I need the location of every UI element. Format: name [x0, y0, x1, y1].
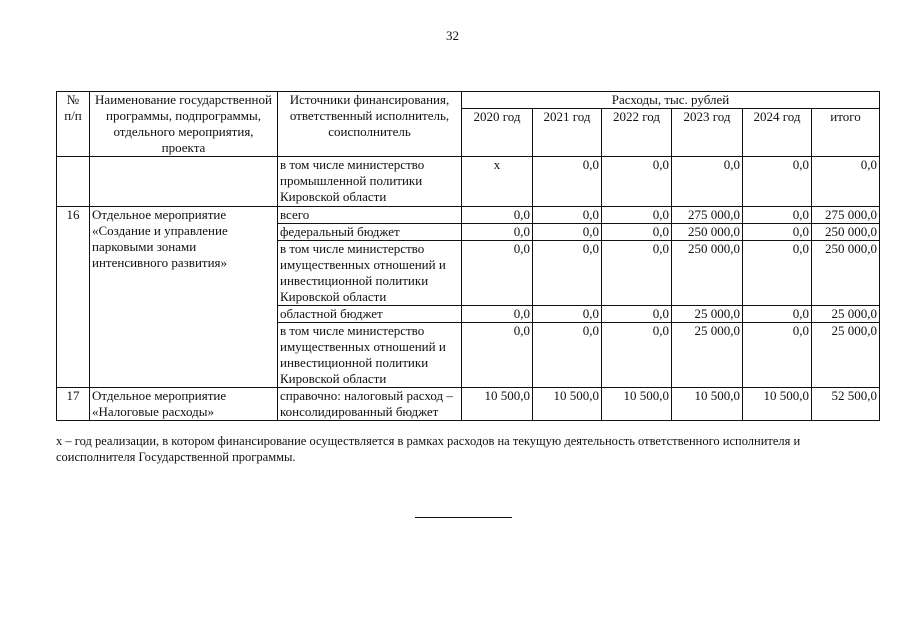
header-year-2024: 2024 год	[743, 109, 812, 157]
value-2020: 0,0	[462, 207, 533, 224]
value-2021: 0,0	[533, 207, 602, 224]
value-2024: 10 500,0	[743, 388, 812, 421]
table-row	[57, 157, 880, 207]
value-2024: 0,0	[743, 207, 812, 224]
value-2022: 0,0	[602, 224, 672, 241]
value-2023: 275 000,0	[672, 207, 743, 224]
value-total: 25 000,0	[812, 323, 880, 388]
value-2023: 10 500,0	[672, 388, 743, 421]
header-number: № п/п	[57, 92, 90, 157]
header-total: итого	[812, 109, 880, 157]
value-total: 0,0	[812, 157, 880, 207]
header-year-2023: 2023 год	[672, 109, 743, 157]
value-2022: 0,0	[602, 323, 672, 388]
header-sources: Источники финансирования, ответственный исполнитель, соисполнитель	[278, 92, 462, 157]
value-2024: 0,0	[743, 224, 812, 241]
value-2022: 0,0	[602, 207, 672, 224]
value-2024: 0,0	[743, 306, 812, 323]
value-2021: 0,0	[533, 306, 602, 323]
row-number	[57, 157, 90, 207]
value-2020: 0,0	[462, 306, 533, 323]
value-total: 275 000,0	[812, 207, 880, 224]
value-2021: 0,0	[533, 241, 602, 306]
value-2020: 0,0	[462, 323, 533, 388]
value-2021: 10 500,0	[533, 388, 602, 421]
header-row-top	[57, 92, 880, 109]
value-2024: 0,0	[743, 157, 812, 207]
footnote: х – год реализации, в котором финансирование осуществляется в рамках расходов на текущую деятельность ответственного исполнителя и соисполнителя Государственной программы.	[56, 434, 801, 464]
value-total: 25 000,0	[812, 306, 880, 323]
value-2020: 0,0	[462, 224, 533, 241]
row-name: Отдельное мероприятие «Создание и управление парковыми зонами интенсивного развития»	[90, 207, 278, 388]
header-year-2022: 2022 год	[602, 109, 672, 157]
value-total: 250 000,0	[812, 241, 880, 306]
value-2020: 0,0	[462, 241, 533, 306]
value-total: 250 000,0	[812, 224, 880, 241]
row-source: областной бюджет	[278, 306, 462, 323]
value-2021: 0,0	[533, 323, 602, 388]
value-2023: 25 000,0	[672, 306, 743, 323]
value-2022: 0,0	[602, 157, 672, 207]
value-2023: 250 000,0	[672, 241, 743, 306]
header-year-2021: 2021 год	[533, 109, 602, 157]
row-name: Отдельное мероприятие «Налоговые расходы»	[90, 388, 278, 421]
row-source: в том числе министерство промышленной политики Кировской области	[278, 157, 462, 207]
value-2023: 25 000,0	[672, 323, 743, 388]
value-2022: 0,0	[602, 241, 672, 306]
row-source: в том числе министерство имущественных отношений и инвестиционной политики Кировской области	[278, 323, 462, 388]
value-2022: 10 500,0	[602, 388, 672, 421]
header-year-2020: 2020 год	[462, 109, 533, 157]
row-source: справочно: налоговый расход – консолидированный бюджет	[278, 388, 462, 421]
row-number: 16	[57, 207, 90, 388]
row-name	[90, 157, 278, 207]
table-row	[57, 388, 880, 421]
header-expenses: Расходы, тыс. рублей	[462, 92, 880, 109]
divider-line	[415, 517, 512, 518]
page-number: 32	[446, 28, 459, 43]
table-row	[57, 207, 880, 224]
value-2020: 10 500,0	[462, 388, 533, 421]
value-2024: 0,0	[743, 241, 812, 306]
value-2021: 0,0	[533, 157, 602, 207]
value-2021: 0,0	[533, 224, 602, 241]
header-name: Наименование государственной программы, подпрограммы, отдельного мероприятия, проекта	[90, 92, 278, 157]
value-2024: 0,0	[743, 323, 812, 388]
row-number: 17	[57, 388, 90, 421]
row-source: в том числе министерство имущественных отношений и инвестиционной политики Кировской области	[278, 241, 462, 306]
row-source: федеральный бюджет	[278, 224, 462, 241]
value-2020: х	[462, 157, 533, 207]
row-source: всего	[278, 207, 462, 224]
value-2023: 0,0	[672, 157, 743, 207]
value-2022: 0,0	[602, 306, 672, 323]
value-2023: 250 000,0	[672, 224, 743, 241]
financing-table	[56, 91, 880, 421]
value-total: 52 500,0	[812, 388, 880, 421]
